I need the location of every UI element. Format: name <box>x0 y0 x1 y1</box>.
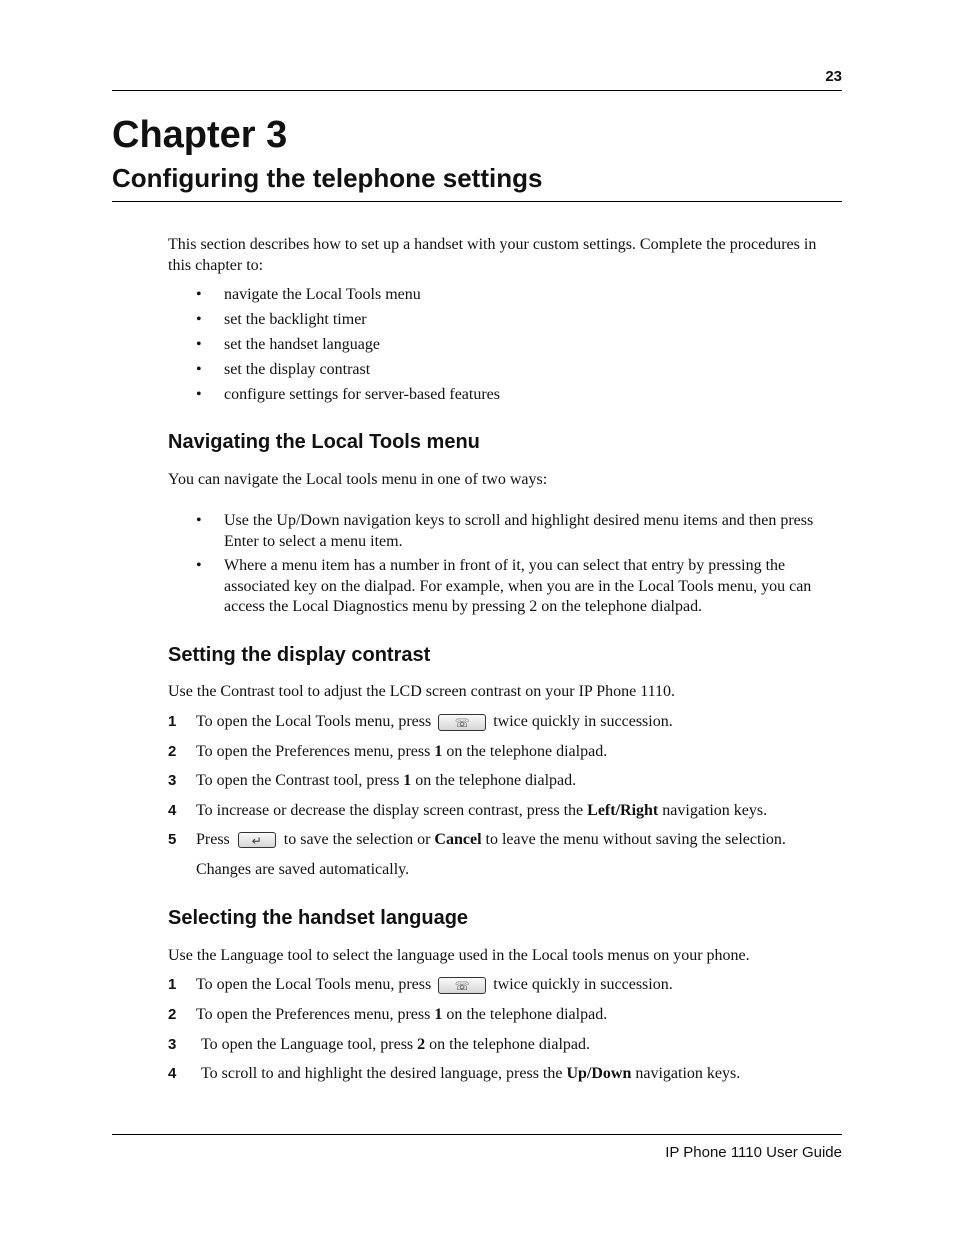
step-text: To open the Language tool, press 2 on the telephone dialpad. <box>201 1036 590 1053</box>
contrast-note: Changes are saved automatically. <box>196 861 410 878</box>
list-item: • Use the Up/Down navigation keys to scroll and highlight desired menu items and then press Enter to select a menu item. <box>196 511 836 552</box>
step-number: 4 <box>168 1065 177 1082</box>
navigating-text: You can navigate the Local tools menu in one of two ways: <box>168 471 548 488</box>
contrast-heading: Setting the display contrast <box>168 644 431 666</box>
step-text: To open the Preferences menu, press 1 on the telephone dialpad. <box>196 743 608 760</box>
step-text: To open the Preferences menu, press 1 on the telephone dialpad. <box>196 1006 608 1023</box>
step-number: 1 <box>168 713 177 730</box>
step-text: To open the Local Tools menu, press ☏ twice quickly in succession. <box>196 976 673 993</box>
step-text: To open the Contrast tool, press 1 on the telephone dialpad. <box>196 772 577 789</box>
step-number: 3 <box>168 1036 177 1053</box>
chapter-rule <box>112 201 842 202</box>
services-key-icon: ☏ <box>438 977 486 994</box>
services-key-icon: ☏ <box>438 714 486 731</box>
step-text: Press ↵ to save the selection or Cancel to leave the menu without saving the selection. <box>196 831 786 849</box>
list-item: • navigate the Local Tools menu <box>196 285 836 306</box>
header-rule <box>112 90 842 91</box>
list-item: • set the backlight timer <box>196 310 836 331</box>
intro-text: This section describes how to set up a handset with your custom settings. Complete the procedures in this chapter to: <box>168 236 817 274</box>
enter-key-icon: ↵ <box>238 832 276 848</box>
step-text: To open the Local Tools menu, press ☏ twice quickly in succession. <box>196 713 673 730</box>
page-number: 23 <box>825 68 842 85</box>
list-item: • configure settings for server-based features <box>196 385 836 406</box>
navigating-heading: Navigating the Local Tools menu <box>168 431 480 453</box>
contrast-text: Use the Contrast tool to adjust the LCD screen contrast on your IP Phone 1110. <box>168 683 676 700</box>
list-item: • set the display contrast <box>196 360 836 381</box>
language-text: Use the Language tool to select the language used in the Local tools menus on your phone. <box>168 947 750 964</box>
step-number: 2 <box>168 1006 177 1023</box>
chapter-label: Chapter 3 <box>112 114 288 156</box>
intro-bullet-list <box>196 285 836 410</box>
chapter-title: Configuring the telephone settings <box>112 163 543 193</box>
navigating-bullet-list <box>196 511 836 622</box>
step-number: 2 <box>168 743 177 760</box>
step-number: 4 <box>168 802 177 819</box>
step-text: To increase or decrease the display screen contrast, press the Left/Right navigation keys. <box>196 802 768 819</box>
step-number: 5 <box>168 831 177 848</box>
footer-guide-title: IP Phone 1110 User Guide <box>665 1144 842 1161</box>
list-item: • Where a menu item has a number in front of it, you can select that entry by pressing the associated key on the dialpad. For example, when you are in the Local Tools menu, you can access the Local Diagnostics menu by pressing 2 on the telephone dialpad. <box>196 556 836 618</box>
step-number: 3 <box>168 772 177 789</box>
step-text: To scroll to and highlight the desired language, press the Up/Down navigation keys. <box>201 1065 741 1082</box>
language-heading: Selecting the handset language <box>168 907 469 929</box>
list-item: • set the handset language <box>196 335 836 356</box>
footer-rule <box>112 1134 842 1135</box>
step-number: 1 <box>168 976 177 993</box>
